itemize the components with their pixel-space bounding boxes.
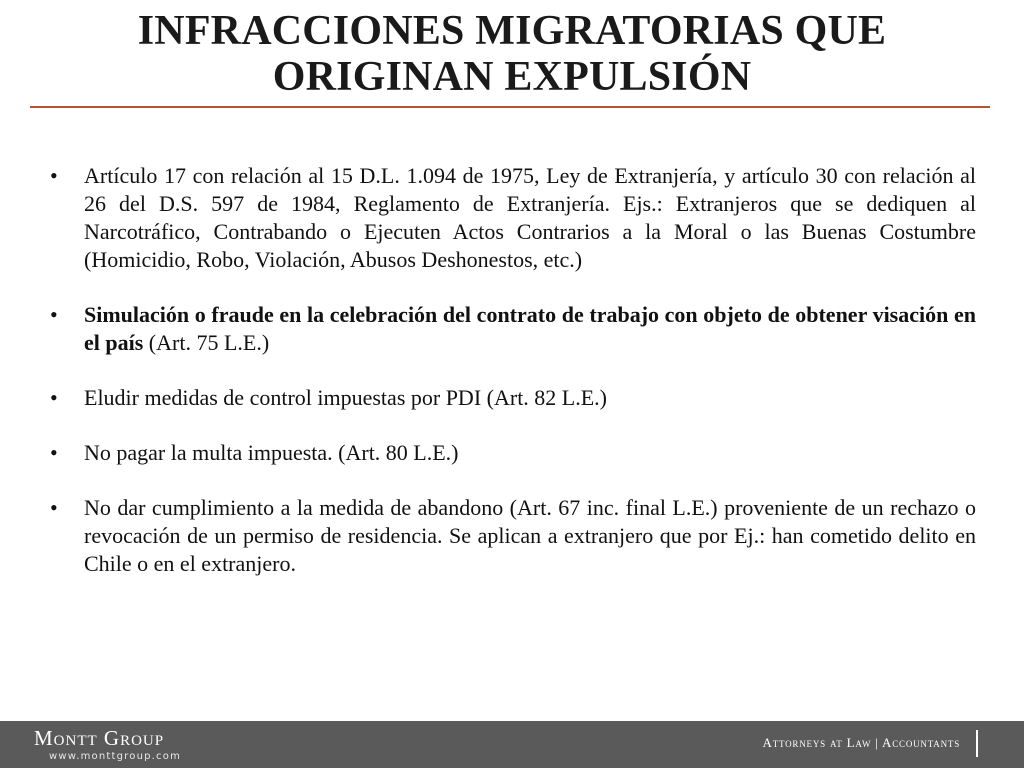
- footer-bar: [0, 721, 1024, 768]
- bullet-item-2: [48, 301, 976, 357]
- bullet-dot-icon: •: [50, 163, 58, 188]
- bullet-text: (Art. 75 L.E.): [143, 330, 270, 355]
- slide-title-line-1: INFRACCIONES MIGRATORIAS QUE: [137, 8, 887, 54]
- bullet-dot-icon: •: [50, 495, 58, 520]
- bullet-dot-icon: •: [50, 302, 58, 327]
- bullet-text: No pagar la multa impuesta. (Art. 80 L.E.): [84, 440, 459, 465]
- title-divider: [30, 106, 990, 108]
- bullet-item-4: [48, 439, 976, 467]
- bullet-text: No dar cumplimiento a la medida de abandono (Art. 67 inc. final L.E.) proveniente de un rechazo o revocación de un permiso de residencia. Se aplican a extranjero que por Ej.: han cometido delito en Chile o en el extranjero.: [84, 495, 976, 576]
- bullet-item-3: [48, 384, 976, 412]
- bullet-text: Eludir medidas de control impuestas por PDI (Art. 82 L.E.): [84, 385, 608, 410]
- bullet-list: [48, 162, 976, 605]
- slide-title-line-2: ORIGINAN EXPULSIÓN: [272, 54, 752, 100]
- bullet-item-1: [48, 162, 976, 274]
- bullet-text: Artículo 17 con relación al 15 D.L. 1.094 de 1975, Ley de Extranjería, y artículo 30 con relación al 26 del D.S. 597 de 1984, Reglamento de Extranjería. Ejs.: Extranjeros que se dediquen al Narcotráfico, Contrabando o Ejecuten Actos Contrarios a la Moral o las Buenas Costumbre (Homicidio, Robo, Violación, Abusos Deshonestos, etc.): [84, 163, 976, 272]
- bullet-dot-icon: •: [50, 440, 58, 465]
- bullet-item-5: [48, 494, 976, 578]
- tagline: Attorneys at Law | Accountants: [762, 735, 960, 750]
- brand-name: Montt Group: [34, 726, 165, 750]
- bullet-dot-icon: •: [50, 385, 58, 410]
- divider-bar: [976, 730, 978, 757]
- website-link[interactable]: www.monttgroup.com: [49, 751, 182, 762]
- bullet-bold-text: Simulación o fraude en la celebración del contrato de trabajo con objeto de obtener visación en el país: [84, 302, 976, 355]
- slide-title: [30, 8, 994, 100]
